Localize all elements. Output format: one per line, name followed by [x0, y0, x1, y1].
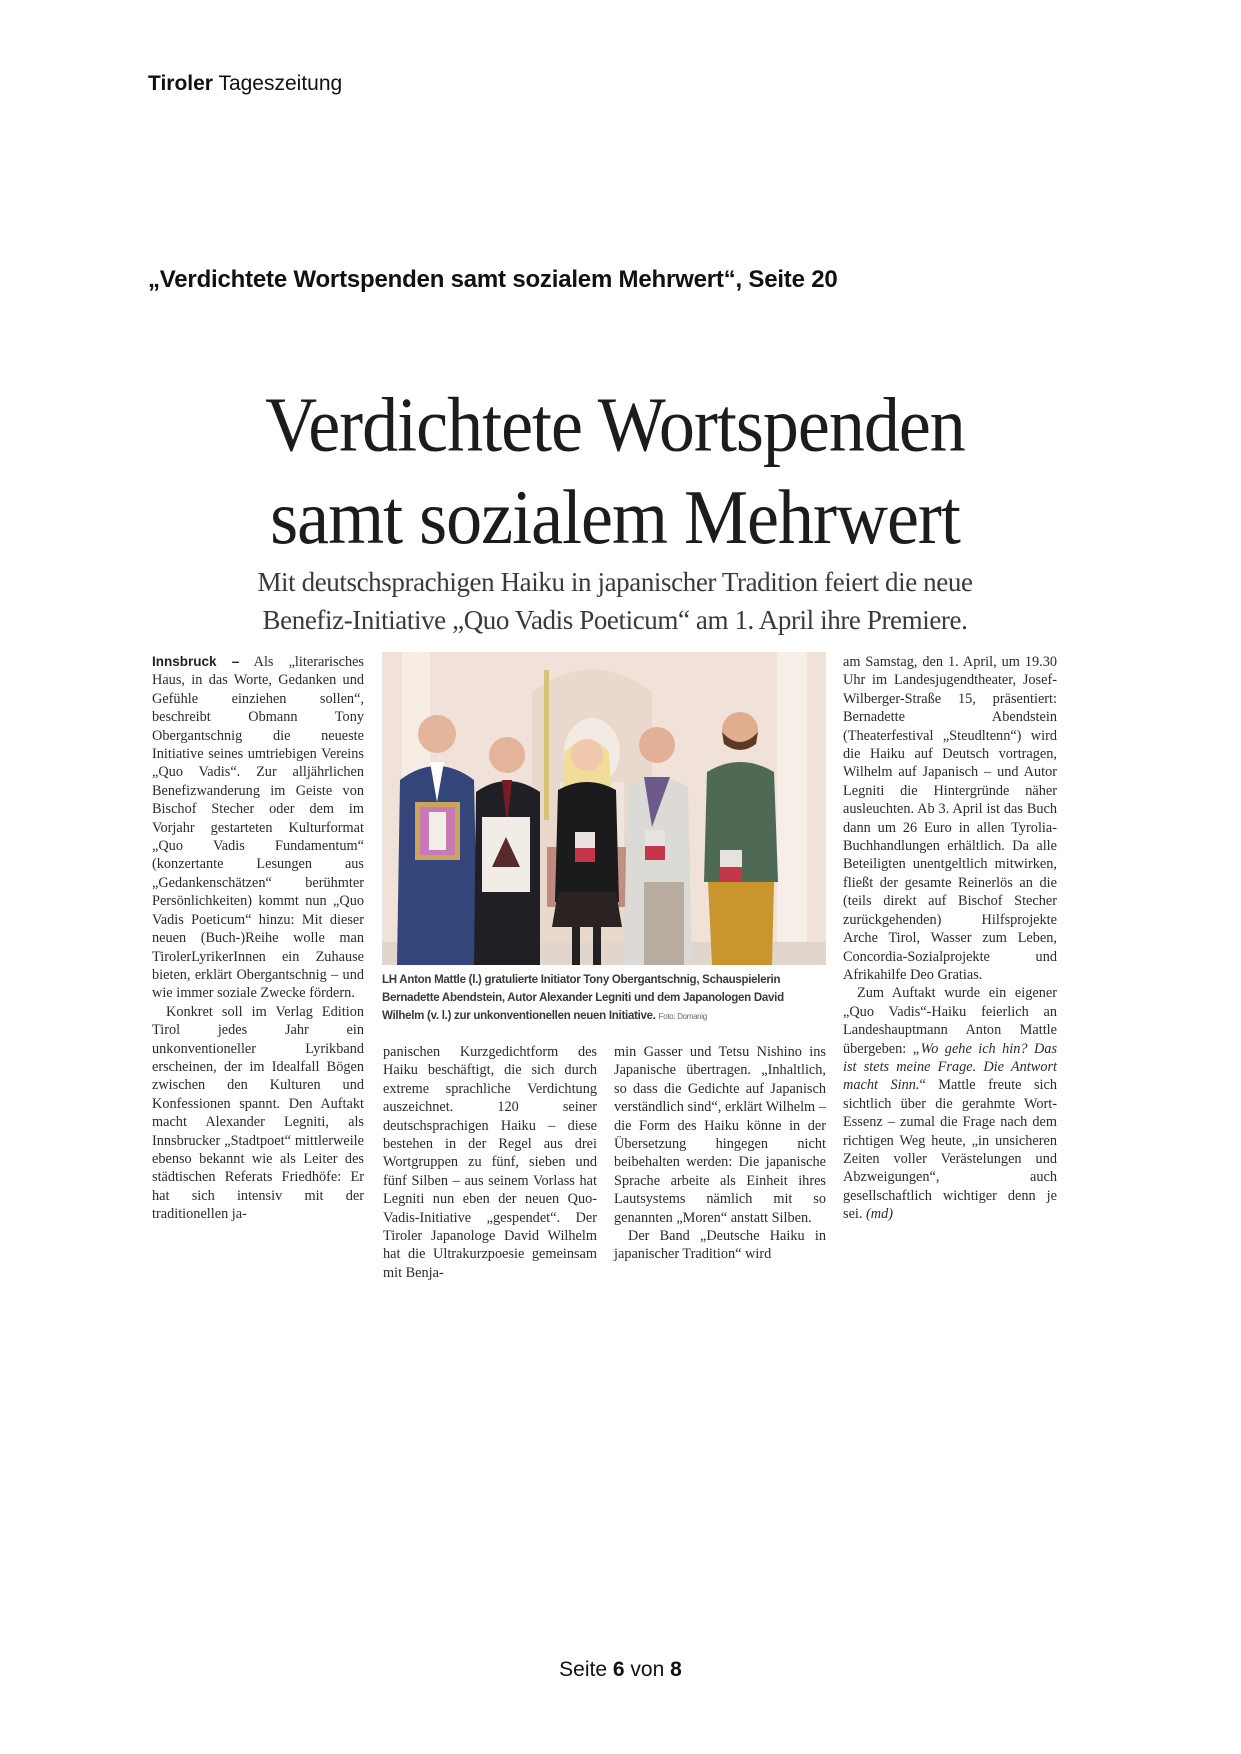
headline-line-2: samt sozialem Mehrwert [270, 474, 960, 561]
dateline: Innsbruck – [152, 654, 240, 669]
current-page: 6 [612, 1658, 625, 1681]
brand-regular: Tageszeitung [218, 72, 343, 95]
paragraph-text: Zum Auftakt wurde ein eigener „Quo Vadis“-Haiku feierlich an Landeshauptmann Anton Mattle übergeben: [843, 985, 1057, 1057]
reference-title: „Verdichtete Wortspenden samt sozialem Mehrwert“, Seite 20 [148, 266, 838, 293]
page-of-label: von [630, 1658, 665, 1681]
page-label: Seite [559, 1658, 608, 1681]
paragraph: min Gasser und Tetsu Nishino ins Japanische übertragen. „Inhaltlich, so dass die Gedichte auf Japanisch verständlich sind“, erklärt Wilhelm – die Form des Haiku könne in der Übersetzung hingegen nicht beibehalten werden: Die japanische Sprache arbeite als Einheit ihres Lautsystems nämlich mit so genannten „Moren“ anstatt Silben. [614, 1044, 826, 1226]
page-footer [0, 1658, 1241, 1682]
paragraph: am Samstag, den 1. April, um 19.30 Uhr im Landesjugendtheater, Josef-Wilberger-Straße 15, präsentiert: Bernadette Abendstein (Theaterfestival „Steudltenn“) wird die Haiku auf Deutsch vortragen, Wilhelm auf Japanisch – und Autor Legniti die Hintergründe näher ausleuchten. Ab 3. April ist das Buch dann um 26 Euro in allen Tyrolia-Buchhandlungen erhältlich. Da alle Beteiligten unentgeltlich mitwirken, fließt der gesamte Reinerlös an die (teils direkt auf Bischof Stecher zurückgehenden) Hilfsprojekte Arche Tirol, Wasser zum Leben, Concordia-Sozialprojekte und Afrikahilfe Deo Gratias. [843, 654, 1057, 983]
article-column-1 [152, 653, 364, 1224]
publication-header [148, 72, 342, 96]
article-column-4 [843, 653, 1057, 1224]
paragraph [152, 653, 364, 1003]
haiku-quote: „Wo gehe ich hin? Das ist stets meine Frage. Die Antwort macht Sinn. [843, 1040, 1058, 1094]
deck-line-1: Mit deutschsprachigen Haiku in japanischer Tradition feiert die neue [257, 567, 973, 597]
caption-text: LH Anton Mattle (l.) gratulierte Initiator Tony Obergantschnig, Schauspielerin Bernadette Abendstein, Autor Alexander Legniti und dem Japanologen David Wilhelm (v. l.) zur unkonventionellen neuen Initiative. [382, 972, 784, 1022]
total-pages: 8 [670, 1658, 682, 1681]
paragraph-text: Als „literarisches Haus, in das Worte, Gedanken und Gefühle einziehen sollen“, beschreibt Obmann Tony Obergantschnig die neueste Initiative seines umtriebigen Vereins „Quo Vadis“. Zur alljährlichen Benefizwanderung im Geiste von Bischof Stecher oder dem im Vorjahr gestarteten Kulturformat „Quo Vadis Fundamentum“ (konzertante Lesungen aus „Gedankenschätzen“ berühmter Persönlichkeiten) kommt nun „Quo Vadis Poeticum“ hinzu: Mit dieser neuen (Buch-)Reihe wolle man TirolerLyrikerInnen ein Zuhause bieten, erklärt Obergantschnig – und wie immer soziale Zwecke fördern. [152, 654, 364, 1002]
author-signoff: (md) [866, 1206, 894, 1223]
article-deck [150, 563, 1080, 639]
paragraph [843, 984, 1057, 1223]
photo-illustration [382, 652, 826, 965]
paragraph-text: “ Mattle freute sich sichtlich über die gerahmte Wort-Essenz – zumal die Frage nach dem richtigen Weg heute, „in unsicheren Zeiten voller Verästelungen und Abzweigungen“, auch gesellschaftlich wichtiger denn je sei. [843, 1077, 1057, 1223]
photo-credit: Foto: Domanig [658, 1011, 707, 1021]
paragraph: Konkret soll im Verlag Edition Tirol jedes Jahr ein unkonventioneller Lyrikband erscheinen, der im Idealfall Bögen zwischen den Kulturen und Konfessionen spannt. Den Auftakt macht Alexander Legniti, als Innsbrucker „Stadtpoet“ mittlerweile ebenso bekannt wie als Leiter des städtischen Referats Friedhöfe: Er hat sich intensiv mit der traditionellen ja- [152, 1003, 364, 1223]
article-headline [150, 378, 1080, 564]
article-column-3 [614, 1043, 826, 1264]
article-column-2 [383, 1043, 597, 1282]
deck-line-2: Benefiz-Initiative „Quo Vadis Poeticum“ am 1. April ihre Premiere. [262, 605, 968, 635]
article-photo [382, 652, 826, 965]
headline-line-1: Verdichtete Wortspenden [265, 381, 965, 468]
brand-bold: Tiroler [148, 72, 213, 95]
paragraph: Der Band „Deutsche Haiku in japanischer Tradition“ wird [614, 1228, 826, 1263]
paragraph: panischen Kurzgedichtform des Haiku beschäftigt, die sich durch extreme sprachliche Verdichtung auszeichnet. 120 seiner deutschsprachigen Haiku – diese bestehen in der Regel aus drei Wortgruppen zu fünf, sieben und fünf Silben – aus seinem Vorlass hat Legniti nun eben der neuen Quo-Vadis-Initiative „gespendet“. Der Tiroler Japanologe David Wilhelm hat die Ultrakurzpoesie gemeinsam mit Benja- [383, 1044, 597, 1281]
photo-caption [382, 970, 797, 1025]
